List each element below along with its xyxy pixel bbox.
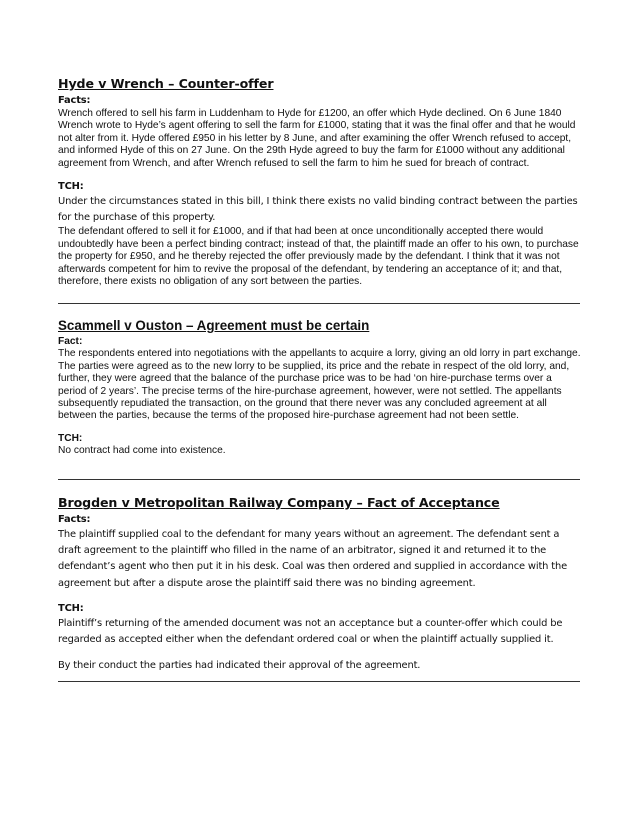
case-title: Scammell v Ouston – Agreement must be certain bbox=[58, 318, 370, 333]
facts-text: Wrench offered to sell his farm in Luddenham to Hyde for £1200, an offer which Hyde declined. On 6 June 1840 Wrench wrote to Hyde’s agent offering to sell the farm for £1000, stating that it was the final offer and that he would not alter from it. Hyde offered £950 in his letter by 8 June, and after examining the offer Wrench refused to accept, and informed Hyde of this on 27 June. On the 29th Hyde agreed to buy the farm for £1000 without any additional agreement from Wrench, and after Wrench refused to sell the farm to him he sued for breach of contract. bbox=[58, 108, 576, 169]
tch-extra-text: By their conduct the parties had indicated their approval of the agreement. bbox=[58, 660, 421, 672]
tch-lead-text: Under the circumstances stated in this bill, I think there exists no valid binding contract between the parties for the purchase of this property. bbox=[58, 196, 578, 224]
tch-text: Plaintiff’s returning of the amended document was not an acceptance but a counter-offer which could be regarded as accepted either when the defendant ordered coal or when the plaintiff actually supplied it. bbox=[58, 617, 563, 646]
case-brogden-v-metropolitan bbox=[58, 495, 582, 674]
facts-label: Facts: bbox=[58, 514, 91, 525]
facts-label: Fact: bbox=[58, 336, 83, 347]
section-divider bbox=[58, 479, 580, 480]
tch-label: TCH: bbox=[58, 602, 84, 614]
tch-label: TCH: bbox=[58, 432, 83, 444]
case-title: Hyde v Wrench – Counter-offer bbox=[58, 76, 274, 91]
case-hyde-v-wrench bbox=[58, 76, 582, 288]
facts-text: The respondents entered into negotiations with the appellants to acquire a lorry, giving an old lorry in part exchange. The parties were agreed as to the new lorry to be supplied, its price and the rebate in respect of the old lorry, and, further, they were agreed that the balance of the purchase price was to be had ‘on hire-purchase terms over a period of 2 years’. The precise terms of the hire-purchase agreement, however, were not settled. The appellants subsequently repudiated the transaction, on the ground that there never was any concluded agreement at all between the parties, because the terms of the proposed hire-purchase agreement had not been settle. bbox=[58, 348, 581, 422]
case-title: Brogden v Metropolitan Railway Company – Fact of Acceptance bbox=[58, 495, 500, 510]
tch-text: No contract had come into existence. bbox=[58, 445, 226, 457]
tch-label: TCH: bbox=[58, 181, 84, 193]
facts-label: Facts: bbox=[58, 95, 91, 106]
tch-text: The defendant offered to sell it for £1000, and if that had been at once unconditionally accepted there would undoubtedly have been a perfect binding contract; instead of that, the plaintiff made an offer to his own, to purchase the property for £950, and he thereby rejected the offer previously made by the defendant. I think that it was not afterwards competent for him to revive the proposal of the defendant, by tendering an acceptance of it; and that, therefore, there exists no obligation of any sort between the parties. bbox=[58, 226, 579, 288]
section-divider bbox=[58, 681, 580, 682]
section-divider bbox=[58, 303, 580, 304]
facts-text: The plaintiff supplied coal to the defendant for many years without an agreement. The defendant sent a draft agreement to the plaintiff who filled in the name of an arbitrator, signed it and returned it to the defendant’s agent who then put it in his desk. Coal was then ordered and supplied in accordance with the agreement but after a dispute arose the plaintiff said there was no binding agreement. bbox=[58, 529, 568, 589]
case-scammell-v-ouston bbox=[58, 318, 582, 458]
